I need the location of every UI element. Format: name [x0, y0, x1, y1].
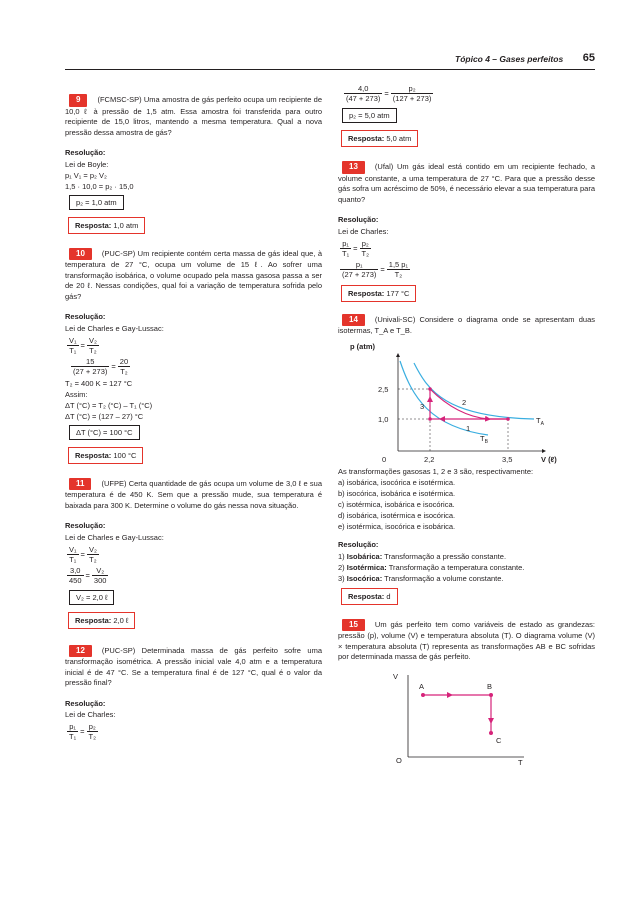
tick-label: 2,5 [378, 384, 389, 394]
point-label: A [419, 681, 425, 691]
result-box: p₂ = 5,0 atm [342, 108, 397, 123]
question-number: 11 [69, 478, 91, 491]
question-number: 15 [342, 619, 365, 632]
isotherm-label: $T_A$ [536, 415, 544, 427]
resolution-line: 3) Isocórica: Transformação a volume constante. [338, 573, 504, 583]
process-label: 2 [462, 397, 467, 407]
resolution-line: 1) Isobárica: Transformação a pressão constante. [338, 551, 507, 561]
process-label: 1 [466, 423, 471, 433]
resolution-line: 1,5 · 10,0 = p₂ · 15,0 [65, 181, 134, 191]
isotherm-label: $T_B$ [480, 433, 488, 445]
point-label: B [487, 681, 493, 691]
tick-label: 2,2 [424, 454, 435, 464]
tick-label: 0 [382, 454, 387, 464]
fraction-equation: $\frac{4,0}{(47 + 273)}$ = $\frac{\text{p₂}}{(127 + 273)}$ [346, 84, 432, 103]
question-12-continued [338, 84, 595, 153]
question-number: 9 [69, 94, 87, 107]
x-axis-label: T [518, 757, 523, 767]
answer-box: Resposta: 5,0 atm [341, 130, 418, 147]
topic-title: Tópico 4 – Gases perfeitos [455, 54, 564, 64]
resolution-line: Lei de Boyle: [65, 159, 109, 169]
result-box: p₂ = 1,0 atm [69, 195, 124, 210]
isotherm-b [400, 361, 488, 435]
page-number: 65 [582, 52, 595, 64]
answer-box: Resposta: 2,0 ℓ [68, 612, 135, 629]
question-text: (Univali-SC) Considere o diagrama onde se apresentam duas isotermas, T_A e T_B. [338, 314, 595, 335]
tick-label: 1,0 [378, 414, 389, 424]
vt-diagram [338, 667, 578, 767]
question-text: (FCMSC-SP) Uma amostra de gás perfeito ocupa um recipiente de 10,0 ℓ à pressão de 1,5 atm. Essa amostra foi transferida para outro recipiente de 15,0 litros, mantendo a mesma temperatura. Qual a nova pressão dessa amostra de gás? [65, 95, 322, 137]
result-box: ΔT (°C) = 100 °C [69, 425, 140, 440]
fraction-equation: $\frac{\text{V₁}}{\text{T₁}}$ = $\frac{\text{V₂}}{\text{T₂}}$ [69, 335, 97, 355]
process-2 [430, 389, 488, 419]
question-13 [338, 161, 595, 308]
resolution-title: Resolução: [338, 540, 379, 549]
resolution-title: Resolução: [65, 521, 106, 530]
answer-box: Resposta: d [341, 588, 398, 605]
question-15 [338, 619, 595, 767]
question-text: (Ufal) Um gás ideal está contido em um recipiente fechado, a volume constante, a uma temperatura de 27 °C. Para que a pressão desse gás sofra um acréscimo de 50%, é necessário elevar a sua temperatura para quanto? [338, 162, 595, 204]
option: a) isobárica, isocórica e isotérmica. [338, 478, 456, 487]
question-text: Um gás perfeito tem como variáveis de estado as grandezas: pressão (p), volume (V) e temperatura absoluta (T). O diagrama volume (V) × temperatura absoluta (T) representa as transformações AB e BC sofridas por determinada massa de gás perfeito. [338, 619, 595, 661]
question-number: 12 [69, 645, 92, 658]
answer-box: Resposta: 177 °C [341, 285, 416, 302]
question-9 [65, 94, 322, 240]
options-intro: As transformações gasosas 1, 2 e 3 são, respectivamente: [338, 466, 534, 476]
resolution-line: Assim: [65, 389, 88, 399]
option: d) isobárica, isotérmica e isocórica. [338, 511, 456, 520]
fraction-equation: $\frac{\text{p₁}}{\text{T₁}}$ = $\frac{\text{p₂}}{\text{T₂}}$ [342, 238, 370, 258]
y-axis-label: p (atm) [350, 341, 375, 351]
question-10 [65, 248, 322, 470]
state-b [489, 693, 493, 697]
question-14 [338, 314, 595, 611]
option: e) isotérmica, isocórica e isobárica. [338, 522, 456, 531]
y-axis-label: V [393, 671, 399, 681]
point-label: C [496, 735, 502, 745]
resolution-title: Resolução: [65, 698, 106, 708]
fraction-equation: $\frac{15}{(27 + 273)}$ = $\frac{20}{\text{T₂}}$ [73, 356, 129, 376]
question-number: 13 [342, 161, 365, 174]
x-axis-label: V (ℓ) [541, 454, 557, 464]
option: c) isotérmica, isobárica e isocórica. [338, 500, 455, 509]
question-text: (PUC-SP) Determinada massa de gás perfeito sofre uma transformação isométrica. A pressão inicial vale 4,0 atm e a temperatura inicial é de 47 °C. Se a temperatura final é de 127 °C, qual é o valor da pressão final? [65, 645, 322, 687]
right-column [338, 82, 595, 767]
header-rule [65, 69, 595, 70]
fraction-equation: $\frac{3,0}{450}$ = $\frac{\text{V₂}}{300}$ [69, 565, 107, 585]
resolution-line: Lei de Charles: [65, 710, 116, 719]
question-text: (UFPE) Certa quantidade de gás ocupa um volume de 3,0 ℓ e sua temperatura é de 450 K. Sem que a pressão mude, sua temperatura é baixada para 300 K. Determine o volume do gás nessa nova situação. [65, 478, 322, 510]
question-12 [65, 645, 322, 742]
question-text: (PUC-SP) Um recipiente contém certa massa de gás ideal que, à temperatura de 27 °C, ocupa um volume de 15 ℓ. Ao sofrer uma transformação isobárica, o volume ocupado pela massa gasosa passa a ser de 20 ℓ. Nessas condições, qual foi a variação de temperatura sofrida pelo gás? [65, 248, 322, 301]
resolution-line: ΔT (°C) = (127 – 27) °C [65, 411, 144, 421]
left-column [65, 80, 322, 743]
resolution-title: Resolução: [65, 312, 106, 321]
isotherm-diagram [338, 339, 578, 465]
tick-label: 3,5 [502, 454, 513, 464]
resolution-line: Lei de Charles e Gay-Lussac: [65, 532, 164, 542]
origin-label: O [396, 755, 402, 765]
question-11 [65, 478, 322, 635]
resolution-line: Lei de Charles e Gay-Lussac: [65, 323, 164, 333]
fraction-equation: $\frac{\text{V₁}}{\text{T₁}}$ = $\frac{\text{V₂}}{\text{T₂}}$ [69, 544, 97, 564]
resolution-line: T₂ = 400 K = 127 °C [65, 378, 133, 388]
question-number: 14 [342, 314, 365, 327]
resolution-line: Lei de Charles: [338, 226, 389, 236]
resolution-line: p₁ V₁ = p₂ V₂ [65, 170, 107, 180]
fraction-equation: $\frac{\text{p₁}}{\text{T₁}}$ = $\frac{\text{p₂}}{\text{T₂}}$ [69, 722, 97, 741]
resolution-title: Resolução: [65, 148, 106, 157]
state-a [421, 693, 425, 697]
fraction-equation: $\frac{\text{p₁}}{(27 + 273)}$ = $\frac{\text{1,5 p₁}}{\text{T₂}}$ [342, 259, 409, 279]
process-label: 3 [420, 401, 425, 411]
answer-box: Resposta: 100 °C [68, 447, 143, 464]
answer-box: Resposta: 1,0 atm [68, 217, 145, 234]
state-c [489, 731, 493, 735]
option: b) isocórica, isobárica e isotérmica. [338, 489, 456, 498]
question-number: 10 [69, 248, 92, 261]
page-header [455, 52, 595, 66]
resolution-title: Resolução: [338, 215, 379, 224]
resolution-line: 2) Isotérmica: Transformação a temperatura constante. [338, 562, 525, 572]
result-box: V₂ = 2,0 ℓ [69, 590, 114, 605]
resolution-line: ΔT (°C) = T₂ (°C) – T₁ (°C) [65, 400, 153, 410]
